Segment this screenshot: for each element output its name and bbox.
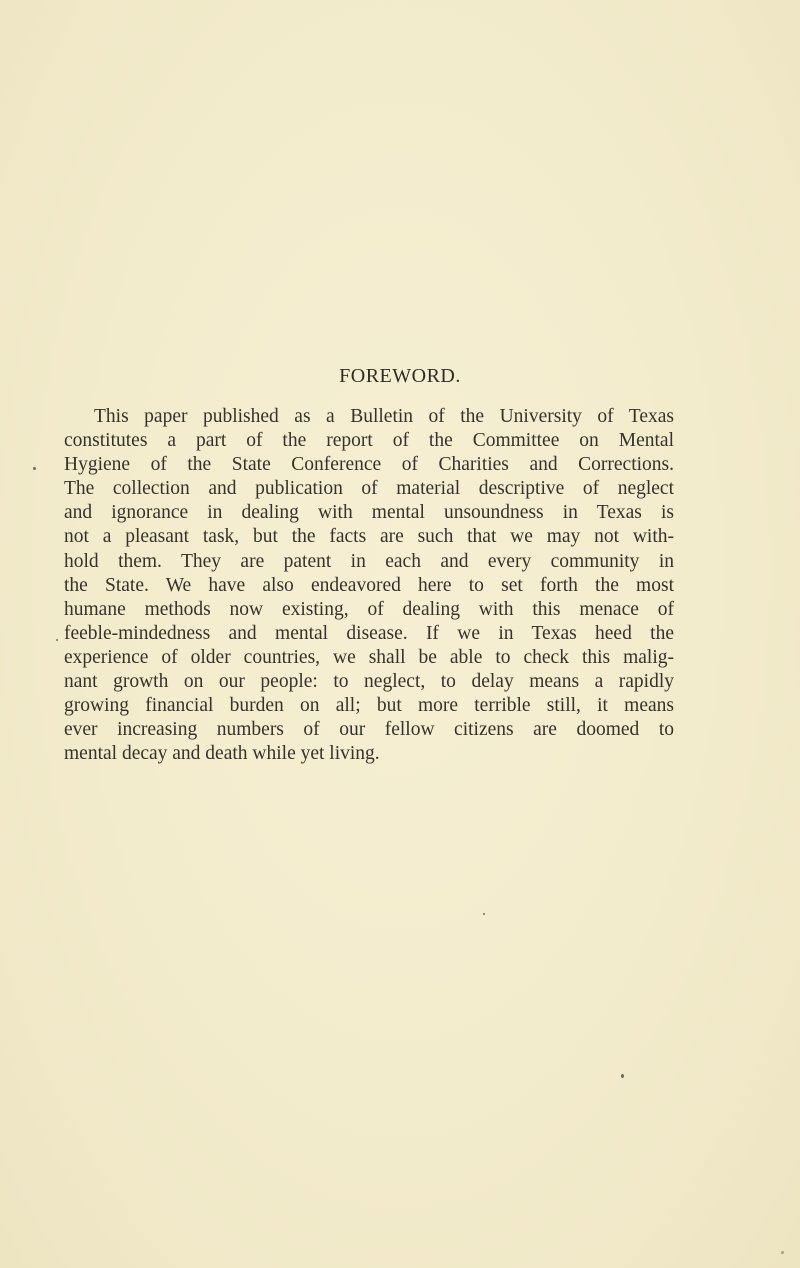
text-line: nant growth on our people: to neglect, to delay means a rapidly [64,671,674,693]
text-line: feeble-mindedness and mental disease. If we in Texas heed the [64,622,674,644]
text-line: humane methods now existing, of dealing with this menace of [64,598,674,620]
text-line: not a pleasant task, but the facts are such that we may not with- [64,526,674,548]
paper-speck [781,1251,784,1254]
paper-speck [621,1074,624,1078]
text-line: the State. We have also endeavored here to set forth the most [64,574,674,596]
text-line: ever increasing numbers of our fellow citizens are doomed to [64,719,674,741]
paper-speck [33,467,36,470]
text-line: hold them. They are patent in each and every community in [64,550,674,572]
foreword-paragraph [64,405,674,766]
text-line: mental decay and death while yet living. [64,743,380,765]
text-line: The collection and publication of material descriptive of neglect [64,478,674,500]
text-line: Hygiene of the State Conference of Charities and Corrections. [64,454,674,476]
paper-speck [483,913,485,915]
text-line: and ignorance in dealing with mental unsoundness in Texas is [64,502,674,524]
text-line: constitutes a part of the report of the Committee on Mental [64,430,674,452]
text-line: This paper published as a Bulletin of the University of Texas [94,406,674,427]
text-line: growing financial burden on all; but more terrible still, it means [64,695,674,717]
text-line: experience of older countries, we shall be able to check this malig- [64,646,674,668]
page-title: FOREWORD. [339,365,461,387]
paper-speck [56,639,58,641]
